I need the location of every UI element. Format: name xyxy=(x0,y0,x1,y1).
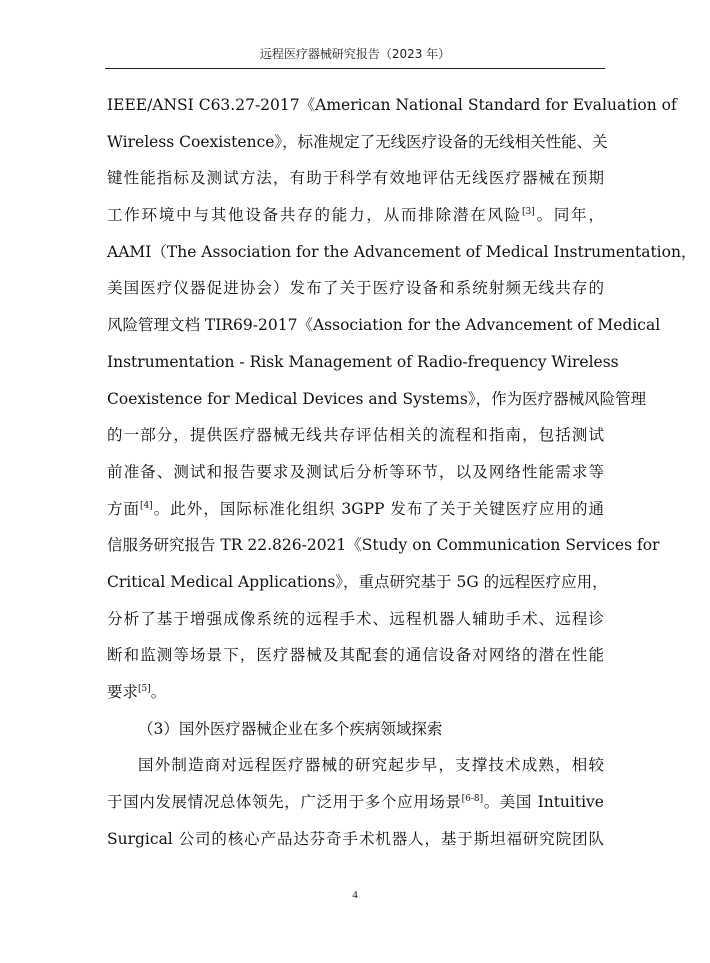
paragraph-line: 的一部分，提供医疗器械无线共存评估相关的流程和指南，包括测试 xyxy=(107,426,604,445)
section-heading: （3）国外医疗器械企业在多个疾病领域探索 xyxy=(138,719,443,738)
running-header: 远程医疗器械研究报告（2023 年） xyxy=(259,47,451,61)
paragraph-line: 美国医疗仪器促进协会）发布了关于医疗设备和系统射频无线共存的 xyxy=(107,279,604,298)
paragraph-line: 前准备、测试和报告要求及测试后分析等环节，以及网络性能需求等 xyxy=(107,462,604,481)
paragraph-line: 风险管理文档 TIR69-2017《Association for the Advancement of Medical xyxy=(107,316,661,335)
page-number: 4 xyxy=(352,889,358,901)
citation: [5] xyxy=(138,684,151,694)
paragraph-line: Critical Medical Applications》，重点研究基于 5G 的远程医疗应用， xyxy=(107,572,608,591)
document-body xyxy=(107,87,697,857)
paragraph-line: 方面[4]。此外，国际标准化组织 3GPP 发布了关于关键医疗应用的通 xyxy=(107,499,604,518)
paragraph-line: 信服务研究报告 TR 22.826-2021《Study on Communication Services for xyxy=(107,536,660,555)
citation: [3] xyxy=(522,207,535,218)
paragraph-line: AAMI（The Association for the Advancement of Medical Instrumentation， xyxy=(107,242,697,261)
citation: [6-8] xyxy=(461,794,484,805)
paragraph-line: Instrumentation - Risk Management of Radio-frequency Wireless xyxy=(107,352,619,371)
citation: [4] xyxy=(140,500,153,511)
paragraph-line: IEEE/ANSI C63.27-2017《American National Standard for Evaluation of xyxy=(107,96,677,114)
paragraph-line: 工作环境中与其他设备共存的能力，从而排除潜在风险[3]。同年， xyxy=(107,206,604,225)
paragraph-line: Coexistence for Medical Devices and Systems》，作为医疗器械风险管理 xyxy=(107,389,647,408)
paragraph-line: 断和监测等场景下，医疗器械及其配套的通信设备对网络的潜在性能 xyxy=(107,646,604,665)
paragraph-line: 键性能指标及测试方法，有助于科学有效地评估无线医疗器械在预期 xyxy=(107,169,604,188)
paragraph-line: 国外制造商对远程医疗器械的研究起步早，支撑技术成熟，相较 xyxy=(138,756,604,775)
paragraph-line: 要求[5]。 xyxy=(107,683,167,701)
paragraph-line: 于国内发展情况总体领先，广泛用于多个应用场景[6-8]。美国 Intuitive xyxy=(107,793,604,812)
paragraph-line: Wireless Coexistence》，标准规定了无线医疗设备的无线相关性能、关 xyxy=(107,132,608,151)
header-rule xyxy=(105,68,605,69)
paragraph-line: 分析了基于增强成像系统的远程手术、远程机器人辅助手术、远程诊 xyxy=(107,609,604,628)
paragraph-line: Surgical 公司的核心产品达芬奇手术机器人，基于斯坦福研究院团队 xyxy=(107,829,604,848)
